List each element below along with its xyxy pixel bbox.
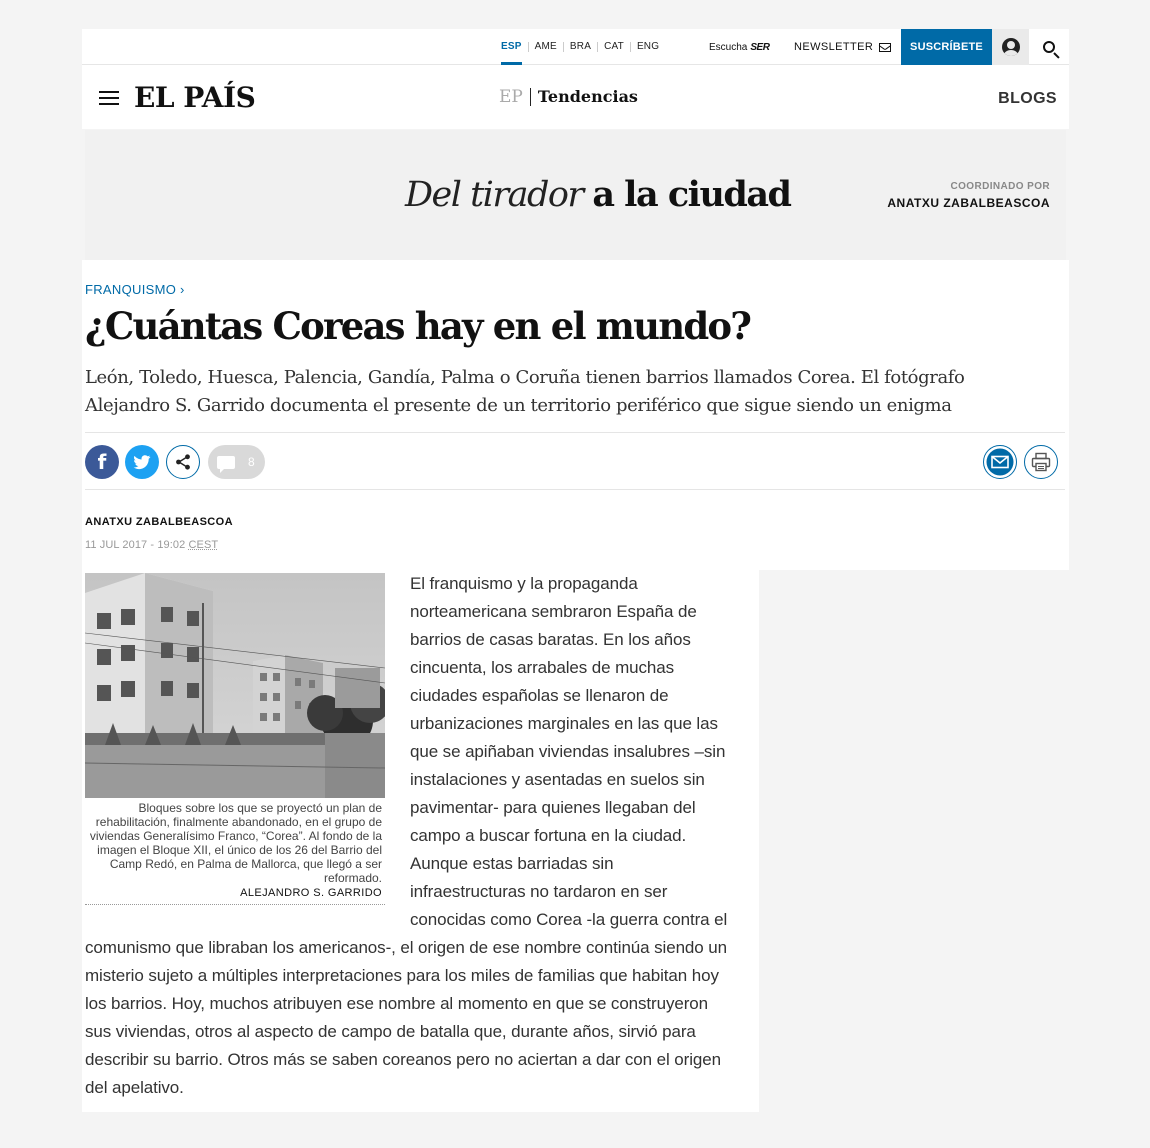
masthead — [82, 65, 1069, 129]
email-icon — [985, 447, 1015, 477]
article-subhead: León, Toledo, Huesca, Palencia, Gandía, Palma o Coruña tienen barrios llamados Corea. El fotógrafo Alejandro S. Garrido documenta el presente de un territorio periférico que sigue siendo un enigma — [85, 367, 965, 416]
twitter-icon — [132, 452, 152, 472]
blog-title-italic: Del tirador — [405, 175, 583, 215]
edition-esp[interactable]: ESP — [501, 42, 528, 52]
search-button[interactable] — [1029, 29, 1069, 65]
article-body — [82, 570, 759, 1112]
comment-icon — [217, 456, 235, 469]
author-name[interactable]: ANATXU ZABALBEASCOA — [85, 516, 233, 528]
photo-image — [85, 573, 385, 798]
subscribe-button[interactable]: SUSCRÍBETE — [901, 29, 992, 65]
photo-caption — [85, 801, 385, 905]
edition-cat[interactable]: CAT — [597, 42, 630, 52]
article-header — [82, 260, 1069, 570]
comments-button[interactable] — [208, 445, 265, 479]
photo-credit: ALEJANDRO S. GARRIDO — [240, 887, 382, 899]
escucha-ser-link[interactable] — [709, 29, 769, 65]
print-icon — [1030, 451, 1052, 473]
article-kicker[interactable]: FRANQUISMO › — [85, 282, 185, 297]
print-button[interactable] — [1024, 445, 1058, 479]
article-headline: ¿Cuántas Coreas hay en el mundo? — [85, 304, 751, 348]
menu-icon[interactable] — [99, 91, 119, 105]
ser-logo: SER — [750, 41, 770, 53]
edition-ame[interactable]: AME — [528, 42, 563, 52]
facebook-icon: f — [97, 450, 107, 474]
newsletter-label: NEWSLETTER — [794, 41, 874, 53]
article-paragraph: El franquismo y la propaganda norteamericana sembraron España de barrios de casas baratas. En los años cincuenta, los arrabales de muchas ciudades españolas se llenaron de urbanizaciones marginales en las que las que se apiñaban viviendas insalubres –sin instalaciones y asentadas en suelos sin pavimentar- para quienes llegaban del campo a buscar fortuna en la ciudad. Aunque estas barriadas sin infraestructuras no tardaron en ser conocidas como Corea -la guerra contra el comunismo que libraban los americanos-, el origen de ese nombre continúa siendo un misterio sujeto a múltiples interpretaciones para los miles de familias que habitan hoy los barrios. Hoy, muchos atribuyen ese nombre al momento en que se construyeron sus viviendas, otros al aspecto de campo de batalla que, durante años, sirvió para describir su barrio. Otros más se saben coreanos pero no aciertan a dar con el origen del apelativo. — [85, 574, 728, 1097]
share-icon — [173, 452, 193, 472]
ep-mark: EP — [499, 88, 531, 106]
user-button[interactable] — [992, 29, 1029, 65]
coordinator — [887, 181, 1050, 210]
article-photo[interactable] — [85, 573, 385, 798]
blog-banner — [85, 130, 1066, 260]
publish-datetime: 11 JUL 2017 - 19:02 — [85, 539, 186, 551]
facebook-share-button[interactable] — [85, 445, 119, 479]
escucha-label: Escucha — [709, 41, 748, 53]
section-name: Tendencias — [537, 87, 638, 106]
coordinator-name[interactable]: ANATXU ZABALBEASCOA — [887, 196, 1050, 210]
el-pais-logo[interactable]: EL PAÍS — [134, 81, 256, 114]
section-brand[interactable] — [499, 87, 638, 106]
newsletter-link[interactable] — [794, 29, 891, 65]
share-toolbar — [85, 432, 1065, 490]
edition-eng[interactable]: ENG — [630, 42, 665, 52]
blog-title[interactable] — [405, 174, 791, 215]
mail-icon — [879, 43, 891, 52]
twitter-share-button[interactable] — [125, 445, 159, 479]
email-share-button[interactable] — [983, 445, 1017, 479]
blogs-link[interactable]: BLOGS — [998, 90, 1057, 107]
caption-text: Bloques sobre los que se proyectó un plan de rehabilitación, finalmente abandonado, en el grupo de viviendas Generalísimo Franco, “Corea”. Al fondo de la imagen el Bloque XII, el único de los 26 del Barrio del Camp Redó, en Palma de Mallorca, que llegó a ser reformado. — [89, 801, 382, 885]
blog-title-bold: a la ciudad — [592, 174, 791, 215]
edition-selector — [501, 29, 665, 65]
publish-date — [85, 539, 218, 551]
comments-count: 8 — [248, 455, 255, 469]
top-bar — [82, 29, 1069, 65]
share-button[interactable] — [166, 445, 200, 479]
coordinator-label: COORDINADO POR — [950, 181, 1050, 192]
search-icon — [1043, 41, 1055, 53]
user-icon — [1002, 38, 1020, 56]
edition-bra[interactable]: BRA — [563, 42, 597, 52]
publish-timezone: CEST — [188, 539, 219, 551]
